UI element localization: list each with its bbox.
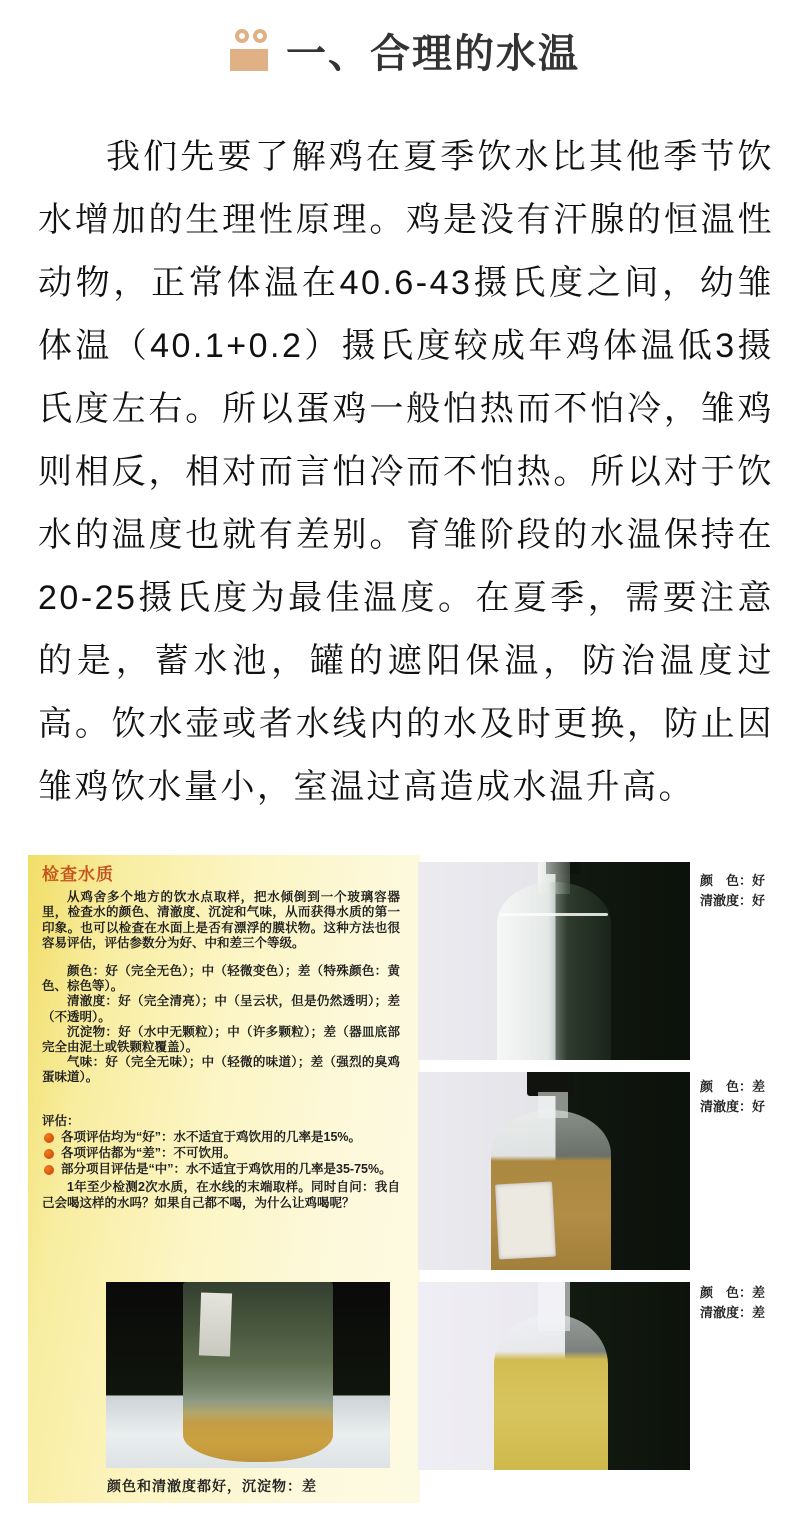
article-paragraph: 我们先要了解鸡在夏季饮水比其他季节饮水增加的生理性原理。鸡是没有汗腺的恒温性动物，正常体温在40.6-43摄氏度之间，幼雏体温（40.1+0.2）摄氏度较成年鸡体温低3摄氏度左右。所以蛋鸡一般怕热而不怕冷，雏鸡则相反，相对而言怕冷而不怕热。所以对于饮水的温度也就有差别。育雏阶段的水温保持在20-25摄氏度为最佳温度。在夏季，需要注意的是，蓄水池，罐的遮阳保温，防治温度过高。饮水壶或者水线内的水及时更换，防止因雏鸡饮水量小，室温过高造成水温升高。	[38, 138, 774, 806]
photo-brown-water-bottle	[418, 1072, 690, 1270]
projector-icon-ring	[235, 29, 249, 43]
evaluation-list	[42, 1130, 400, 1178]
projector-icon-body	[230, 49, 268, 71]
photo-caption: 颜色和清澈度都好，沉淀物：差	[107, 1478, 317, 1494]
water-quality-figure[interactable]	[28, 855, 810, 1525]
evaluation-title: 评估：	[42, 1113, 80, 1128]
evaluation-item: 各项评估均为“好”：水不适宜于鸡饮用的几率是15%。	[42, 1130, 400, 1145]
photo-clear-bottle	[418, 862, 690, 1060]
projector-icon	[230, 29, 268, 71]
photo-yellow-water-bottle	[418, 1282, 690, 1470]
criterion-clarity: 清澈度：好（完全清亮）；中（呈云状，但是仍然透明）；差（不透明）。	[42, 994, 400, 1024]
photo-label-2	[700, 1077, 808, 1117]
bullet-dot-icon	[44, 1149, 54, 1159]
bullet-dot-icon	[44, 1133, 54, 1143]
criterion-color: 颜色：好（完全无色）；中（轻微变色）；差（特殊颜色：黄色、棕色等）。	[42, 964, 400, 994]
page-title: 一、合理的水温	[286, 31, 580, 76]
photo-sediment-bottle	[106, 1282, 390, 1468]
evaluation-item: 部分项目评估是“中”：水不适宜于鸡饮用的几率是35-75%。	[42, 1162, 400, 1177]
evaluation-item: 各项评估都为“差”：不可饮用。	[42, 1146, 400, 1161]
bottle-label	[199, 1293, 232, 1357]
label-line: 颜 色：差	[700, 1285, 766, 1300]
scan-intro: 从鸡舍多个地方的饮水点取样，把水倾倒到一个玻璃容器里，检查水的颜色、清澈度、沉淀和气味，从而获得水质的第一印象。也可以检查在水面上是否有漂浮的膜状物。这种方法也很容易评估，评估参数分为好、中和差三个等级。	[42, 890, 400, 950]
label-line: 清澈度：好	[700, 1099, 766, 1114]
criteria-block	[42, 964, 400, 1086]
photo-label-1	[700, 871, 808, 911]
bullet-dot-icon	[44, 1165, 54, 1175]
criterion-sediment: 沉淀物：好（水中无颗粒）；中（许多颗粒）；差（器皿底部完全由泥土或铁颗粒覆盖）。	[42, 1024, 400, 1055]
article-header	[0, 20, 810, 80]
criterion-odor: 气味：好（完全无味）；中（轻微的味道）；差（强烈的臭鸡蛋味道）。	[42, 1055, 400, 1085]
projector-icon-ring	[253, 29, 267, 43]
label-line: 颜 色：差	[700, 1079, 766, 1094]
bottle-label	[495, 1181, 556, 1259]
scan-title: 检查水质	[42, 865, 114, 884]
bottle-body-yellow	[494, 1314, 608, 1470]
bottle-body-clear	[497, 882, 611, 1060]
label-line: 清澈度：差	[700, 1305, 766, 1320]
label-line: 颜 色：好	[700, 873, 766, 888]
evaluation-note: 1年至少检测2次水质，在水线的末端取样。同时自问：我自己会喝这样的水吗？如果自己都不喝，为什么让鸡喝呢？	[42, 1180, 400, 1210]
photo-label-3	[700, 1283, 808, 1323]
label-line: 清澈度：好	[700, 893, 766, 908]
